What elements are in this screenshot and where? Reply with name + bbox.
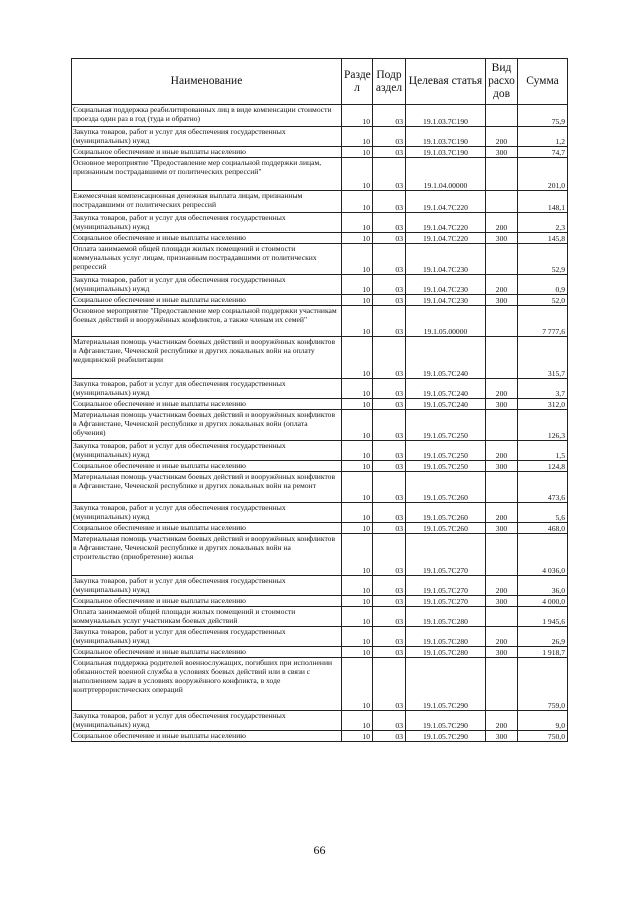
cell-name: Оплата занимаемой общей площади жилых помещений и стоимости коммунальных услуг лицам, признанным пострадавшими от политических репрессий [72, 244, 342, 275]
cell-razdel: 10 [342, 410, 373, 441]
cell-podrazdel: 03 [373, 213, 406, 233]
cell-name: Закупка товаров, работ и услуг для обеспечения государственных (муниципальных) нужд [72, 213, 342, 233]
cell-statya: 19.1.03.7С190 [406, 147, 486, 158]
cell-razdel: 10 [342, 213, 373, 233]
header-podrazdel: Подр аздел [373, 59, 406, 105]
table-row [72, 213, 568, 233]
cell-statya: 19.1.05.7С290 [406, 731, 486, 742]
cell-podrazdel: 03 [373, 399, 406, 410]
cell-summa: 1,2 [518, 127, 568, 147]
cell-podrazdel: 03 [373, 711, 406, 731]
cell-summa: 36,0 [518, 576, 568, 596]
cell-summa: 750,0 [518, 731, 568, 742]
cell-vid [486, 244, 518, 275]
cell-name: Основное мероприятие "Предоставление мер социальной поддержки лицам, признанным пострадавшими от политических репрессий" [72, 158, 342, 191]
cell-summa: 52,9 [518, 244, 568, 275]
table-header-row [72, 59, 568, 105]
cell-vid: 200 [486, 379, 518, 399]
cell-name: Закупка товаров, работ и услуг для обеспечения государственных (муниципальных) нужд [72, 441, 342, 461]
cell-podrazdel: 03 [373, 147, 406, 158]
cell-name: Закупка товаров, работ и услуг для обеспечения государственных (муниципальных) нужд [72, 503, 342, 523]
header-statya: Целевая статья [406, 59, 486, 105]
cell-statya: 19.1.05.7С280 [406, 627, 486, 647]
cell-name: Социальное обеспечение и иные выплаты населению [72, 147, 342, 158]
cell-podrazdel: 03 [373, 523, 406, 534]
cell-name: Социальная поддержка реабилитированных лиц в виде компенсации стоимости проезда один раз в год (туда и обратно) [72, 105, 342, 127]
table-row [72, 576, 568, 596]
cell-summa: 3,7 [518, 379, 568, 399]
header-name: Наименование [72, 59, 342, 105]
table-row [72, 627, 568, 647]
cell-podrazdel: 03 [373, 627, 406, 647]
cell-summa: 201,0 [518, 158, 568, 191]
cell-podrazdel: 03 [373, 244, 406, 275]
cell-podrazdel: 03 [373, 275, 406, 295]
cell-summa: 4 036,0 [518, 534, 568, 576]
table-row [72, 658, 568, 711]
cell-vid [486, 191, 518, 213]
cell-razdel: 10 [342, 461, 373, 472]
table-row [72, 731, 568, 742]
table-row [72, 295, 568, 306]
table-row [72, 337, 568, 379]
cell-razdel: 10 [342, 576, 373, 596]
cell-vid: 300 [486, 731, 518, 742]
cell-summa: 9,0 [518, 711, 568, 731]
cell-razdel: 10 [342, 441, 373, 461]
cell-razdel: 10 [342, 147, 373, 158]
cell-statya: 19.1.05.7С260 [406, 472, 486, 503]
cell-statya: 19.1.05.7С240 [406, 379, 486, 399]
cell-vid [486, 306, 518, 337]
cell-razdel: 10 [342, 306, 373, 337]
cell-podrazdel: 03 [373, 461, 406, 472]
cell-razdel: 10 [342, 191, 373, 213]
cell-vid [486, 158, 518, 191]
cell-statya: 19.1.04.7С230 [406, 244, 486, 275]
cell-podrazdel: 03 [373, 105, 406, 127]
cell-razdel: 10 [342, 731, 373, 742]
cell-summa: 148,1 [518, 191, 568, 213]
cell-podrazdel: 03 [373, 503, 406, 523]
cell-summa: 124,8 [518, 461, 568, 472]
table-row [72, 472, 568, 503]
table-row [72, 596, 568, 607]
cell-statya: 19.1.05.7С250 [406, 410, 486, 441]
cell-statya: 19.1.05.7С270 [406, 534, 486, 576]
cell-vid: 200 [486, 503, 518, 523]
cell-razdel: 10 [342, 658, 373, 711]
cell-statya: 19.1.05.7С260 [406, 523, 486, 534]
cell-razdel: 10 [342, 647, 373, 658]
cell-statya: 19.1.05.7С250 [406, 461, 486, 472]
cell-name: Материальная помощь участникам боевых действий и вооружённых конфликтов в Афганистане, Чеченской республике и других локальных войн на оплату медицинской реабилитации [72, 337, 342, 379]
cell-statya: 19.1.04.7С220 [406, 233, 486, 244]
table-row [72, 503, 568, 523]
cell-name: Материальная помощь участникам боевых действий и вооружённых конфликтов в Афганистане, Чеченской республике и других локальных войн на строительство (приобретение) жилья [72, 534, 342, 576]
cell-razdel: 10 [342, 337, 373, 379]
cell-name: Закупка товаров, работ и услуг для обеспечения государственных (муниципальных) нужд [72, 627, 342, 647]
cell-statya: 19.1.05.7С290 [406, 711, 486, 731]
cell-statya: 19.1.04.7С230 [406, 275, 486, 295]
cell-summa: 1 945,6 [518, 607, 568, 627]
cell-statya: 19.1.05.7С240 [406, 399, 486, 410]
cell-statya: 19.1.05.7С270 [406, 576, 486, 596]
cell-vid [486, 337, 518, 379]
table-row [72, 306, 568, 337]
cell-summa: 52,0 [518, 295, 568, 306]
table-row [72, 105, 568, 127]
cell-razdel: 10 [342, 627, 373, 647]
table-row [72, 379, 568, 399]
header-razdel: Разде л [342, 59, 373, 105]
cell-summa: 473,6 [518, 472, 568, 503]
cell-name: Оплата занимаемой общей площади жилых помещений и стоимости коммунальных услуг участникам боевых действий [72, 607, 342, 627]
cell-statya: 19.1.05.7С270 [406, 596, 486, 607]
table-row [72, 410, 568, 441]
cell-razdel: 10 [342, 158, 373, 191]
table-row [72, 244, 568, 275]
cell-name: Ежемесячная компенсационная денежная выплата лицам, признанным пострадавшими от политических репрессий [72, 191, 342, 213]
cell-podrazdel: 03 [373, 379, 406, 399]
cell-name: Закупка товаров, работ и услуг для обеспечения государственных (муниципальных) нужд [72, 275, 342, 295]
cell-vid: 300 [486, 596, 518, 607]
cell-vid: 200 [486, 441, 518, 461]
table-body [72, 105, 568, 742]
cell-vid [486, 658, 518, 711]
header-vid: Вид расхо дов [486, 59, 518, 105]
cell-summa: 2,3 [518, 213, 568, 233]
cell-vid: 200 [486, 711, 518, 731]
table-row [72, 534, 568, 576]
cell-name: Социальное обеспечение и иные выплаты населению [72, 596, 342, 607]
table-row [72, 399, 568, 410]
cell-razdel: 10 [342, 244, 373, 275]
cell-vid [486, 534, 518, 576]
cell-podrazdel: 03 [373, 337, 406, 379]
cell-name: Социальное обеспечение и иные выплаты населению [72, 731, 342, 742]
cell-statya: 19.1.05.7С250 [406, 441, 486, 461]
cell-summa: 1 918,7 [518, 647, 568, 658]
cell-summa: 312,0 [518, 399, 568, 410]
table-row [72, 158, 568, 191]
cell-summa: 1,5 [518, 441, 568, 461]
cell-podrazdel: 03 [373, 441, 406, 461]
cell-name: Материальная помощь участникам боевых действий и вооружённых конфликтов в Афганистане, Чеченской республике и других локальных войн на ремонт [72, 472, 342, 503]
cell-vid: 200 [486, 275, 518, 295]
cell-statya: 19.1.05.7С280 [406, 607, 486, 627]
cell-podrazdel: 03 [373, 410, 406, 441]
cell-vid [486, 105, 518, 127]
cell-summa: 74,7 [518, 147, 568, 158]
cell-podrazdel: 03 [373, 295, 406, 306]
cell-name: Социальное обеспечение и иные выплаты населению [72, 461, 342, 472]
table-row [72, 647, 568, 658]
cell-vid: 200 [486, 213, 518, 233]
cell-vid: 300 [486, 233, 518, 244]
cell-summa: 126,3 [518, 410, 568, 441]
page-number: 66 [313, 843, 326, 857]
table-row [72, 711, 568, 731]
cell-statya: 19.1.03.7С190 [406, 127, 486, 147]
cell-vid [486, 472, 518, 503]
cell-podrazdel: 03 [373, 158, 406, 191]
cell-vid: 200 [486, 627, 518, 647]
cell-razdel: 10 [342, 503, 373, 523]
table-row [72, 461, 568, 472]
cell-vid: 200 [486, 127, 518, 147]
table-row [72, 147, 568, 158]
cell-statya: 19.1.04.7С220 [406, 191, 486, 213]
cell-vid: 300 [486, 295, 518, 306]
cell-statya: 19.1.04.7С220 [406, 213, 486, 233]
cell-razdel: 10 [342, 607, 373, 627]
table-row [72, 191, 568, 213]
cell-name: Закупка товаров, работ и услуг для обеспечения государственных (муниципальных) нужд [72, 379, 342, 399]
cell-summa: 315,7 [518, 337, 568, 379]
cell-razdel: 10 [342, 399, 373, 410]
cell-razdel: 10 [342, 127, 373, 147]
cell-statya: 19.1.05.00000 [406, 306, 486, 337]
cell-podrazdel: 03 [373, 233, 406, 244]
cell-razdel: 10 [342, 534, 373, 576]
cell-name: Социальное обеспечение и иные выплаты населению [72, 233, 342, 244]
cell-razdel: 10 [342, 233, 373, 244]
cell-vid [486, 607, 518, 627]
cell-name: Социальное обеспечение и иные выплаты населению [72, 399, 342, 410]
cell-razdel: 10 [342, 295, 373, 306]
cell-name: Социальное обеспечение и иные выплаты населению [72, 295, 342, 306]
cell-summa: 759,0 [518, 658, 568, 711]
cell-summa: 26,9 [518, 627, 568, 647]
cell-statya: 19.1.03.7С190 [406, 105, 486, 127]
table-row [72, 275, 568, 295]
cell-podrazdel: 03 [373, 472, 406, 503]
cell-name: Закупка товаров, работ и услуг для обеспечения государственных (муниципальных) нужд [72, 127, 342, 147]
header-summa: Сумма [518, 59, 568, 105]
table-row [72, 233, 568, 244]
cell-razdel: 10 [342, 379, 373, 399]
cell-razdel: 10 [342, 711, 373, 731]
cell-razdel: 10 [342, 472, 373, 503]
cell-podrazdel: 03 [373, 647, 406, 658]
cell-vid: 300 [486, 647, 518, 658]
cell-podrazdel: 03 [373, 534, 406, 576]
table-row [72, 607, 568, 627]
budget-table [71, 58, 568, 742]
cell-statya: 19.1.05.7С290 [406, 658, 486, 711]
cell-podrazdel: 03 [373, 607, 406, 627]
cell-vid: 200 [486, 576, 518, 596]
cell-name: Социальное обеспечение и иные выплаты населению [72, 647, 342, 658]
cell-vid: 300 [486, 523, 518, 534]
cell-podrazdel: 03 [373, 306, 406, 337]
cell-podrazdel: 03 [373, 596, 406, 607]
cell-podrazdel: 03 [373, 658, 406, 711]
cell-statya: 19.1.05.7С280 [406, 647, 486, 658]
cell-summa: 5,6 [518, 503, 568, 523]
cell-razdel: 10 [342, 105, 373, 127]
cell-statya: 19.1.05.7С260 [406, 503, 486, 523]
cell-name: Материальная помощь участникам боевых действий и вооружённых конфликтов в Афганистане, Чеченской республике и других локальных войн (оплата обучения) [72, 410, 342, 441]
cell-name: Социальное обеспечение и иные выплаты населению [72, 523, 342, 534]
cell-statya: 19.1.05.7С240 [406, 337, 486, 379]
cell-vid [486, 410, 518, 441]
cell-vid: 300 [486, 399, 518, 410]
cell-summa: 4 000,0 [518, 596, 568, 607]
table-row [72, 127, 568, 147]
cell-summa: 468,0 [518, 523, 568, 534]
cell-summa: 7 777,6 [518, 306, 568, 337]
cell-statya: 19.1.04.00000 [406, 158, 486, 191]
cell-razdel: 10 [342, 275, 373, 295]
table-row [72, 523, 568, 534]
budget-table-container [71, 58, 567, 742]
cell-statya: 19.1.04.7С230 [406, 295, 486, 306]
cell-razdel: 10 [342, 523, 373, 534]
cell-podrazdel: 03 [373, 731, 406, 742]
cell-vid: 300 [486, 147, 518, 158]
table-row [72, 441, 568, 461]
cell-name: Социальная поддержка родителей военнослужащих, погибших при исполнении обязанностей военной службы в условиях боевых действий или в связи с выполнением задач в условиях вооружённого конфликта, в ходе контртеррористических операций [72, 658, 342, 711]
cell-podrazdel: 03 [373, 127, 406, 147]
cell-summa: 145,8 [518, 233, 568, 244]
cell-name: Основное мероприятие "Предоставление мер социальной поддержки участникам боевых действий и вооружённых конфликтов, а также членам их семей" [72, 306, 342, 337]
cell-name: Закупка товаров, работ и услуг для обеспечения государственных (муниципальных) нужд [72, 576, 342, 596]
cell-name: Закупка товаров, работ и услуг для обеспечения государственных (муниципальных) нужд [72, 711, 342, 731]
cell-podrazdel: 03 [373, 191, 406, 213]
cell-summa: 0,9 [518, 275, 568, 295]
cell-razdel: 10 [342, 596, 373, 607]
cell-vid: 300 [486, 461, 518, 472]
cell-summa: 75,9 [518, 105, 568, 127]
cell-podrazdel: 03 [373, 576, 406, 596]
